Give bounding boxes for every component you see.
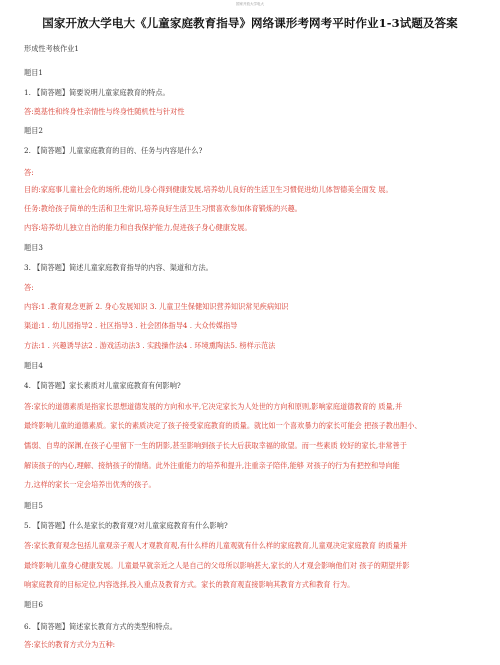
question-line: 2. 【简答题】儿童家庭教育的目的、任务与内容是什么?: [24, 146, 203, 155]
answer-line: 答:家长教育观念包括儿童观亲子观人才观教育观,有什么样的儿童观就有什么样的家庭教育,儿童观决定家庭教育 的质量并: [24, 541, 408, 550]
question-line: 6. 【简答题】简述家长教育方式的类型和特点。: [24, 622, 177, 631]
question-line: 题目2: [24, 126, 43, 135]
answer-line: 响家庭教育的目标定位,内容选择,投入重点及教育方式。家长的教育观直接影响其教育方式和教育 行为。: [24, 580, 355, 589]
answer-line: 懦弱、自卑的深渊,在孩子心里留下一生的阴影,甚至影响到孩子长大后获取幸福的欲望。而一些素质 较好的家长,非常善于: [24, 441, 407, 450]
question-line: 题目4: [24, 361, 43, 370]
answer-line: 答:家长的教育方式分为五种:: [24, 640, 116, 649]
answer-line: 解读孩子的内心,理解、接纳孩子的情绪。此外注重能力的培养和提升,注重亲子陪伴,能够 对孩子的行为有把控和导向能: [24, 461, 400, 470]
question-line: 4. 【简答题】家长素质对儿童家庭教育有何影响?: [24, 381, 181, 390]
question-line: 题目6: [24, 600, 43, 609]
question-line: 题目5: [24, 501, 43, 510]
page-header-small: 国家开放大学电大: [236, 2, 264, 6]
answer-line: 内容:1 .教育观念更新 2. 身心发展知识 3. 儿童卫生保健知识营养知识常见疾病知识: [24, 302, 289, 311]
document-title: 国家开放大学电大《儿童家庭教育指导》网络课形考网考平时作业1-3试题及答案: [42, 16, 458, 30]
question-line: 题目3: [24, 243, 43, 252]
answer-line: 目的:家庭事儿童社会化的场所,使幼儿身心得到健康发展,培养幼儿良好的生活卫生习惯促进幼儿体智德美全面发 展。: [24, 185, 393, 194]
question-line: 5. 【简答题】什么是家长的教育观?对儿童家庭教育有什么影响?: [24, 521, 228, 530]
answer-line: 答:奠基性和终身性亲情性与终身性随机性与针对性: [24, 107, 185, 116]
answer-line: 最终影响儿童的道德素质。家长的素质决定了孩子接受家庭教育的质量。就比如一个喜欢暴力的家长可能会 把孩子教出胆小、: [24, 421, 422, 430]
answer-line: 力,这样的家长一定会培养出优秀的孩子。: [24, 480, 156, 489]
answer-line: 最终影响儿童身心健康发展。儿童最早就亲近之人是自己的父母所以影响甚大,家长的人才观会影响他们对 孩子的期望并影: [24, 561, 410, 570]
answer-line: 内容:培养幼儿独立自治的能力和自我保护能力,促进孩子身心健康发展。: [24, 223, 252, 232]
answer-line: 渠道:1 . 幼儿园指导2 . 社区指导3 . 社会团体指导4 . 大众传媒指导: [24, 321, 238, 330]
question-line: 1. 【简答题】简要说明儿童家庭教育的特点。: [24, 88, 170, 97]
answer-line: 答:: [24, 168, 34, 177]
answer-line: 方法:1 . 兴趣诱导法2 . 游戏活动法3 . 实践操作法4 . 环境熏陶法5. 榜样示范法: [24, 341, 276, 350]
answer-line: 答:: [24, 283, 34, 292]
question-line: 3. 【简答题】简述儿童家庭教育指导的内容、渠道和方法。: [24, 263, 213, 272]
section-heading: 形成性考核作业1: [24, 44, 79, 53]
answer-line: 任务:教给孩子简单的生活和卫生常识,培养良好生活卫生习惯喜欢参加体育锻炼的兴趣。: [24, 204, 302, 213]
question-line: 题目1: [24, 68, 43, 77]
answer-line: 答:家长的道德素质是指家长思想道德发展的方向和水平,它决定家长为人处世的方向和原则,影响家庭道德教育的 质量,并: [24, 402, 403, 411]
